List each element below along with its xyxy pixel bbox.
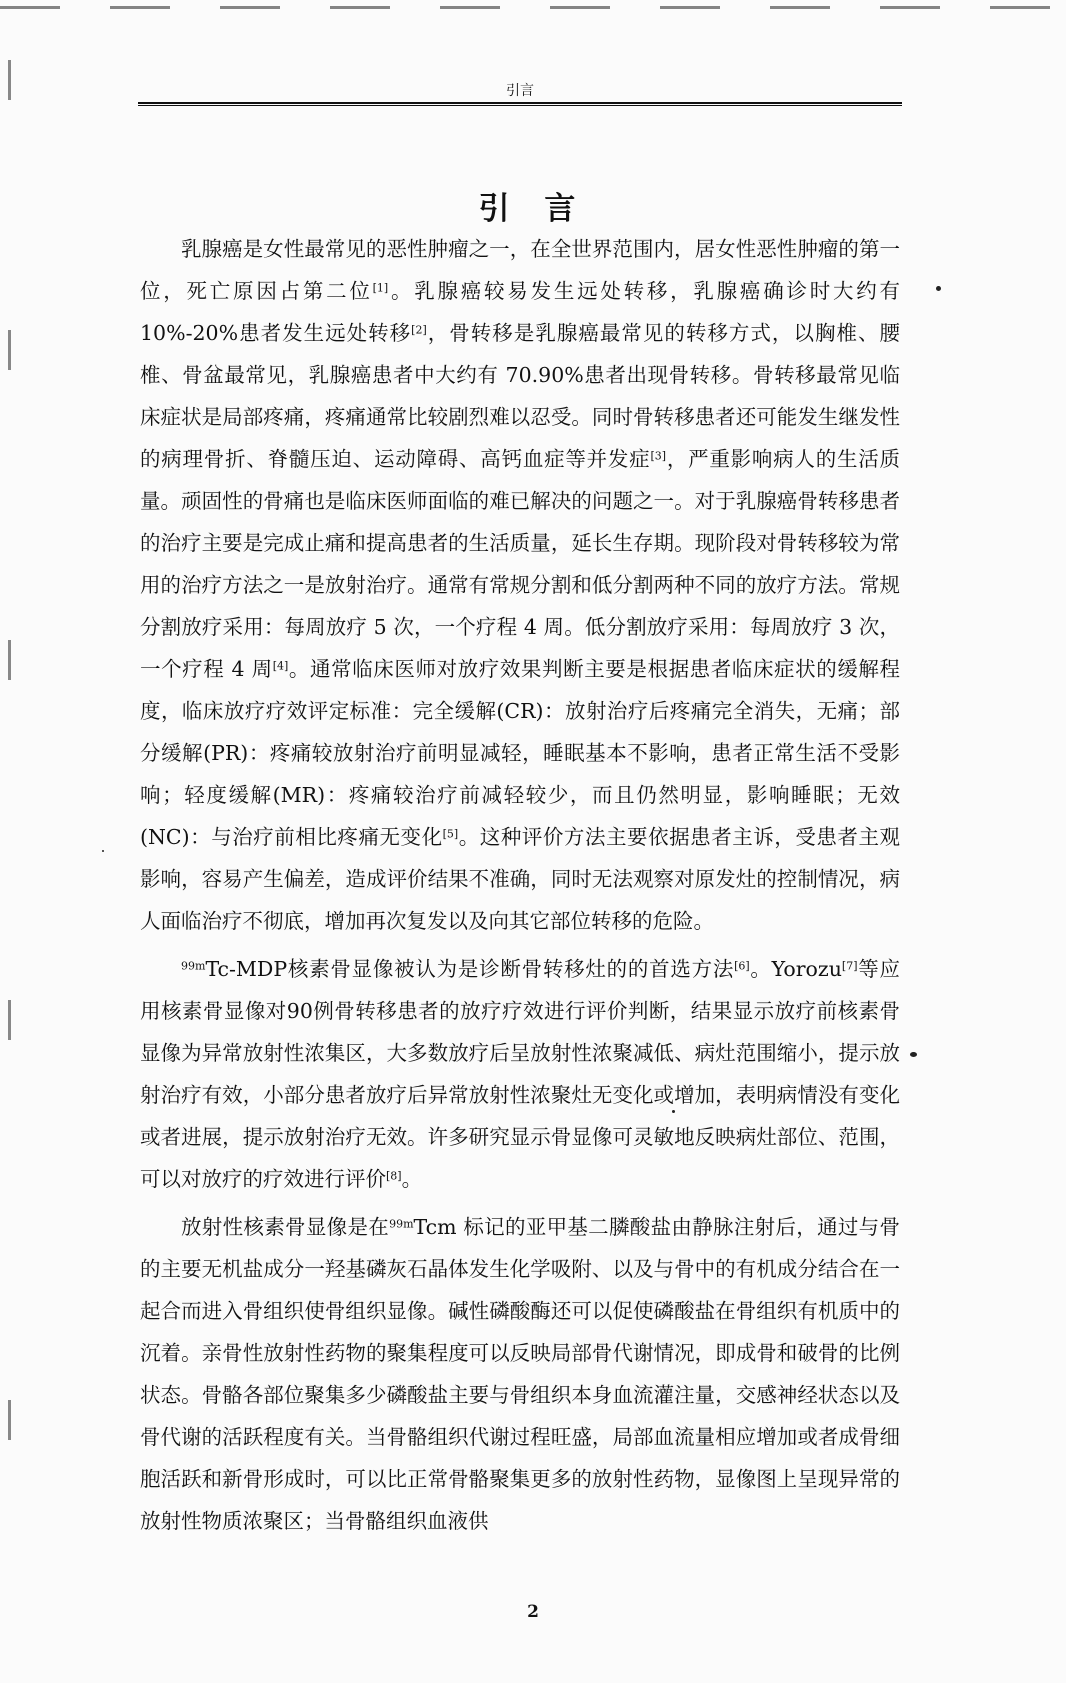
citation-ref: [3] (650, 449, 667, 463)
citation-ref: [1] (372, 281, 389, 295)
text-run: 。Yorozu (749, 957, 842, 981)
citation-ref: [8] (386, 1169, 402, 1183)
page-number: 2 (527, 1602, 539, 1622)
isotope-mass-number: 99m (389, 1217, 414, 1231)
scan-edge-mark (8, 1000, 11, 1040)
text-run: 。通常临床医师对放疗效果判断主要是根据患者临床症状的缓解程度，临床放疗疗效评定标准：完全缓解(CR)：放射治疗后疼痛完全消失，无痛；部分缓解(PR)：疼痛较放射治疗前明显减轻，睡眠基本不影响，患者正常生活不受影响；轻度缓解(MR)：疼痛较治疗前减轻较少，而且仍然明显，影响睡眠；无效(NC)：与治疗前相比疼痛无变化 (140, 657, 901, 849)
text-run: Tcm 标记的亚甲基二膦酸盐由静脉注射后，通过与骨的主要无机盐成分一羟基磷灰石晶体发生化学吸附、以及与骨中的有机成分结合在一起合而进入骨组织使骨组织显像。碱性磷酸酶还可以促使磷酸盐在骨组织有机质中的沉着。亲骨性放射性药物的聚集程度可以反映局部骨代谢情况，即成骨和破骨的比例状态。骨骼各部位聚集多少磷酸盐主要与骨组织本身血流灌注量，交感神经状态以及骨代谢的活跃程度有关。当骨骼组织代谢过程旺盛，局部血流量相应增加或者成骨细胞活跃和新骨形成时，可以比正常骨骼聚集更多的放射性药物，显像图上呈现异常的放射性物质浓聚区；当骨骼组织血液供 (140, 1215, 900, 1533)
text-run: 放射性核素骨显像是在 (181, 1215, 390, 1239)
scan-speck (102, 850, 104, 852)
text-run: ，骨转移是乳腺癌最常见的转移方式，以胸椎、腰椎、骨盆最常见，乳腺癌患者中大约有 70.90%患者出现骨转移。骨转移最常见临床症状是局部疼痛，疼痛通常比较剧烈难以忍受。同时骨转移患者还可能发生继发性的病理骨折、脊髓压迫、运动障碍、高钙血症等并发症 (140, 321, 900, 471)
scan-speck (910, 1052, 917, 1057)
citation-ref: [5] (442, 827, 459, 841)
isotope-mass-number: 99m (181, 959, 206, 973)
text-run: 等应用核素骨显像对90例骨转移患者的放疗疗效进行评价判断，结果显示放疗前核素骨显像为异常放射性浓集区，大多数放疗后呈放射性浓聚减低、病灶范围缩小，提示放射治疗有效，小部分患者放疗后异常放射性浓聚灶无变化或增加，表明病情没有变化或者进展，提示放射治疗无效。许多研究显示骨显像可灵敏地反映病灶部位、范围，可以对放疗的疗效进行评价 (140, 957, 900, 1191)
paragraph-2 (140, 948, 900, 1200)
running-header: 引言 (506, 83, 534, 99)
text-run: 。这种评价方法主要依据患者主诉，受患者主观影响，容易产生偏差，造成评价结果不准确，同时无法观察对原发灶的控制情况，病人面临治疗不彻底，增加再次复发以及向其它部位转移的危险。 (140, 825, 900, 933)
scan-edge-mark (8, 640, 11, 680)
scan-edge-mark (8, 1400, 11, 1440)
body-text (140, 228, 900, 1548)
text-run: 乳腺癌是女性最常见的恶性肿瘤之一，在全世界范围内，居女性恶性肿瘤的第一位，死亡原因占第二位 (140, 237, 900, 303)
citation-ref: [2] (411, 323, 427, 337)
text-run: ，严重影响病人的生活质量。顽固性的骨痛也是临床医师面临的难已解决的问题之一。对于乳腺癌骨转移患者的治疗主要是完成止痛和提高患者的生活质量，延长生存期。现阶段对骨转移较为常用的治疗方法之一是放射治疗。通常有常规分割和低分割两种不同的放疗方法。常规分割放疗采用：每周放疗 5 次，一个疗程 4 周。低分割放疗采用：每周放疗 3 次，一个疗程 4 周 (140, 447, 901, 681)
chapter-heading: 引 言 (478, 190, 588, 227)
scan-speck (936, 286, 941, 291)
paragraph-1 (140, 228, 900, 942)
citation-ref: [4] (272, 659, 289, 673)
text-run: 。 (401, 1167, 423, 1191)
scan-top-edge (0, 6, 1066, 9)
paragraph-3 (140, 1206, 900, 1542)
text-run: Tc-MDP核素骨显像被认为是诊断骨转移灶的的首选方法 (205, 957, 735, 981)
citation-ref: [7] (841, 959, 858, 973)
header-rule (138, 102, 902, 106)
scan-edge-mark (8, 330, 11, 370)
citation-ref: [6] (734, 959, 750, 973)
text-run: 。乳腺癌较易发生远处转移，乳腺癌确诊时大约有10%-20%患者发生远处转移 (140, 279, 901, 345)
scan-speck (672, 1110, 675, 1113)
scan-edge-mark (8, 60, 11, 100)
